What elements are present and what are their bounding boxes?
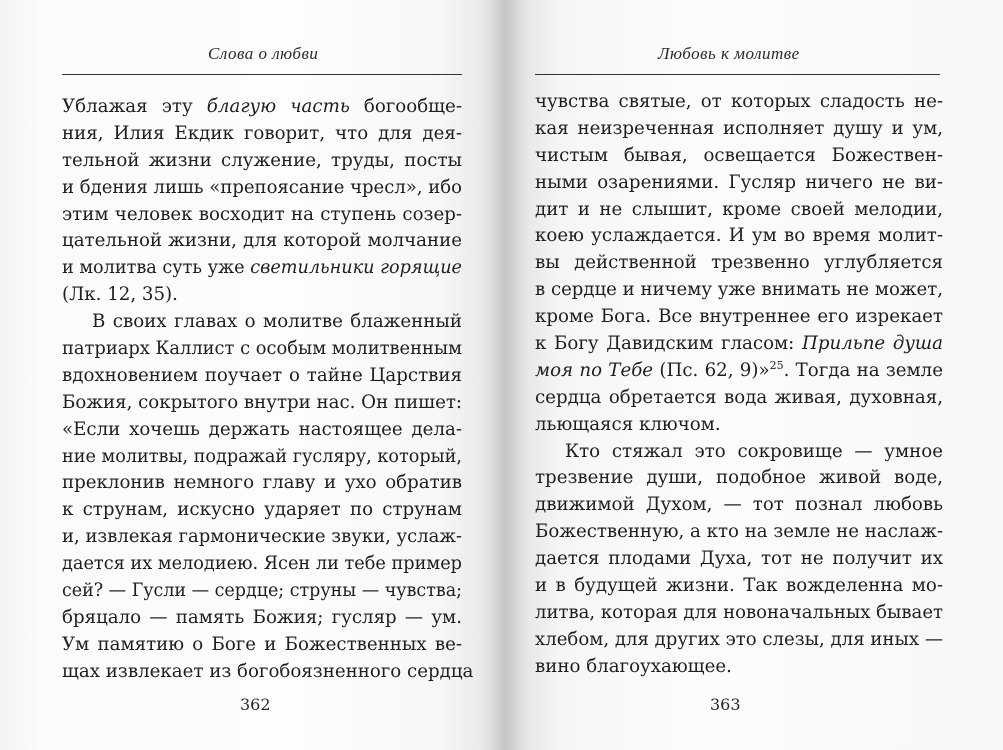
text-span: и бдения лишь «препоясание чресл», ибо [62, 176, 462, 198]
right-body-text [535, 89, 943, 681]
text-span: к Богу Давидским гласом: [535, 333, 802, 355]
text-span: сей? — Гусли — сердце; струны — чувства; [62, 580, 462, 602]
text-span: (Пс. 62, 9)» [653, 359, 770, 381]
text-line [62, 524, 462, 551]
right-page [505, 0, 1003, 750]
text-span: Божия, сокрытого внутри нас. Он пишет: [62, 391, 462, 413]
text-span: вино благоухающее. [535, 655, 732, 677]
text-span: сердца обретается вода живая, духовная, [535, 386, 943, 408]
text-span: чистым бывая, освещается Божествен- [535, 144, 943, 166]
text-line [535, 519, 942, 546]
text-span: (Лк. 12, 35). [62, 284, 178, 306]
text-line [62, 659, 474, 686]
text-span: чувства святые, от которых сладость не- [535, 91, 943, 112]
right-running-head: Любовь к молитве [658, 44, 800, 63]
text-line [62, 255, 462, 282]
text-span: дается их мелодиею. Ясен ли тебе пример [62, 553, 462, 575]
text-line [62, 605, 462, 632]
text-line [62, 578, 462, 605]
text-span: Ублажая эту [62, 96, 207, 117]
italic-text: светильники горящие [250, 257, 462, 279]
text-span: коею услаждается. И ум во время молит- [535, 225, 943, 247]
text-span: кроме Бога. Все внутреннее его изрекает [535, 306, 943, 328]
text-line [62, 470, 462, 497]
italic-text: моя по Тебе [535, 359, 654, 381]
text-line [535, 223, 943, 250]
text-span: и в будущей жизни. Так вожделенна мо- [535, 575, 943, 597]
text-span: бряцало — память Божия; гусляр — ум. [62, 606, 462, 628]
text-span: тельной жизни служение, труды, посты [62, 149, 462, 171]
text-span: трезвение души, подобное живой воде, [535, 467, 943, 489]
text-span: и молитва суть уже [62, 257, 251, 279]
text-line [535, 627, 941, 654]
text-span: цательной жизни, для которой молчание [62, 230, 462, 252]
text-span: литва, которая для новоначальных бывает [535, 601, 943, 623]
text-line [535, 89, 943, 116]
text-line [535, 546, 943, 573]
text-span: Кто стяжал это сокровище — умное [565, 440, 943, 462]
text-line [62, 390, 462, 417]
text-line [535, 250, 943, 277]
text-span: ния, Илия Екдик говорит, что для дея- [62, 122, 462, 144]
text-line [535, 331, 943, 358]
text-line [535, 385, 943, 412]
text-span: движимой Духом, — тот познал любовь [535, 494, 943, 516]
text-line [535, 573, 943, 600]
text-line [535, 492, 943, 519]
text-line [62, 121, 462, 148]
text-line [535, 358, 943, 385]
text-span: вдохновением поучает о тайне Царствия [62, 364, 462, 386]
text-line [535, 465, 943, 492]
text-line [535, 197, 943, 224]
italic-text: Прильпе душа [802, 333, 944, 355]
text-line [62, 551, 462, 578]
text-line [62, 632, 462, 659]
text-line [62, 417, 462, 444]
text-line [535, 170, 943, 197]
text-span: этим человек восходит на ступень созер- [62, 203, 462, 225]
text-line [62, 228, 462, 255]
left-running-head: Слова о любви [208, 44, 319, 63]
text-line [62, 309, 462, 336]
text-span: кая неизреченная исполняет душу и ум, [535, 117, 943, 139]
text-line [535, 116, 943, 143]
text-span: . Тогда на земле [783, 359, 943, 381]
text-span: ние молитвы, подражай гусляру, который, [62, 445, 462, 467]
text-line [535, 654, 943, 681]
text-line [62, 497, 462, 524]
text-span: льющаяся ключом. [535, 413, 721, 435]
text-line [535, 277, 941, 304]
text-span: хлебом, для других это слезы, для иных — [535, 628, 943, 650]
right-page-number: 363 [710, 695, 741, 714]
text-span: патриарх Каллист с особым молитвенным [62, 338, 462, 360]
text-span: дит и не слышит, кроме своей мелодии, [535, 198, 943, 220]
left-page-number: 362 [240, 695, 271, 714]
text-span: в сердце и ничему уже внимать не может, [535, 279, 943, 301]
text-line [62, 202, 462, 229]
text-span: Ум памятию о Боге и Божественных ве- [62, 633, 462, 655]
text-line [535, 600, 943, 627]
right-header-rule [535, 74, 940, 75]
text-span: богообще- [349, 96, 462, 117]
text-line [62, 94, 462, 121]
text-span: дается плодами Духа, тот не получит их [535, 548, 943, 570]
text-span: Божественную, а кто на земле не наслаж- [535, 521, 943, 543]
text-span: вы действенной трезвенно углубляется [535, 252, 943, 274]
text-line [62, 282, 462, 309]
text-line [62, 363, 462, 390]
text-span: В своих главах о молитве блаженный [92, 311, 462, 333]
text-span: ными озарениями. Гусляр ничего не ви- [535, 171, 943, 193]
text-line [62, 336, 462, 363]
text-line [535, 143, 943, 170]
text-line [535, 439, 943, 466]
text-span: «Если хочешь держать настоящее дела- [62, 418, 462, 440]
text-span: преклонив немного главу и ухо обратив [62, 472, 462, 494]
footnote-ref: 25 [769, 358, 784, 372]
text-line [62, 444, 462, 471]
text-span: к струнам, искусно ударяет по струнам [62, 499, 462, 521]
left-header-rule [62, 74, 462, 75]
left-body-text [62, 94, 474, 686]
left-page [0, 0, 500, 750]
text-line [62, 175, 462, 202]
italic-text: благую часть [206, 96, 350, 117]
text-span: щах извлекает из богобоязненного сердца [62, 660, 474, 682]
text-line [62, 148, 462, 175]
text-line [535, 304, 943, 331]
text-line [535, 412, 943, 439]
text-span: и, извлекая гармонические звуки, услаж- [62, 526, 462, 548]
